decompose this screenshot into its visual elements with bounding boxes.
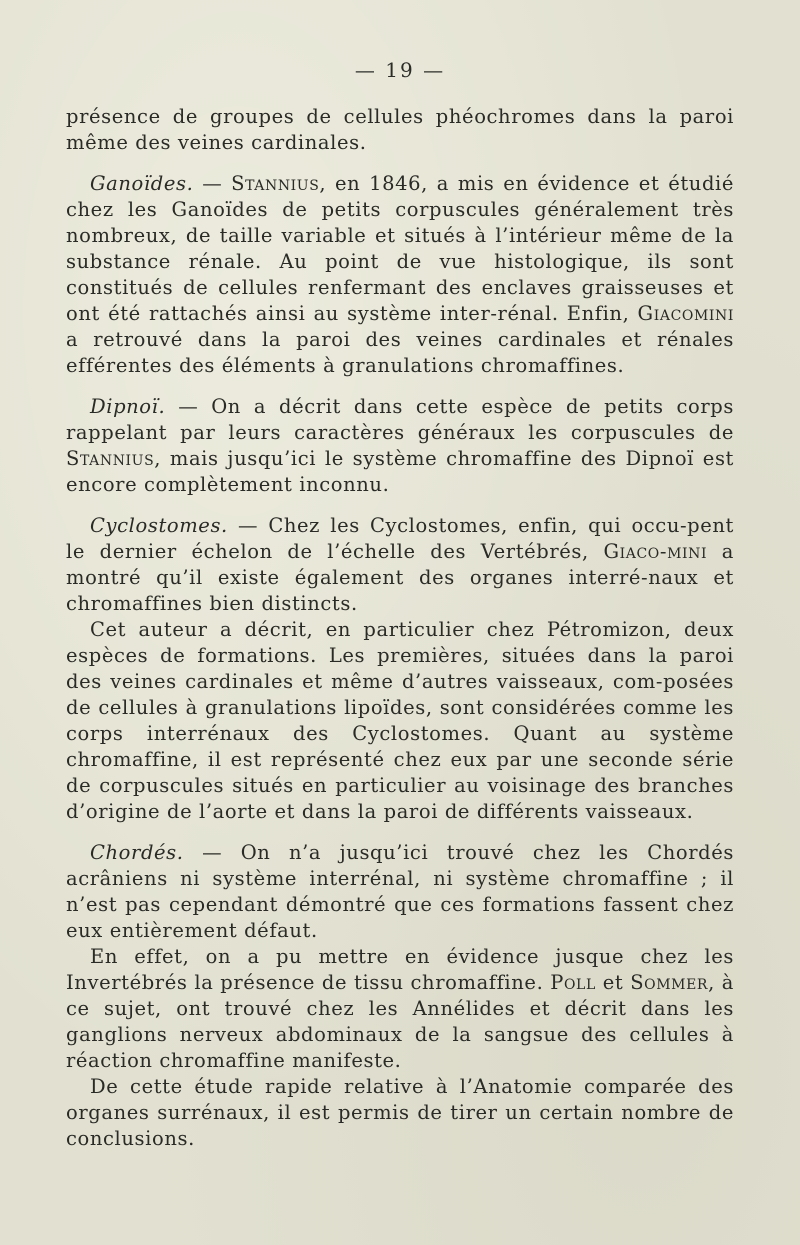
author-name: Sommer xyxy=(630,971,709,994)
paragraph-continuation: présence de groupes de cellules phéochromes dans la paroi même des veines cardinales. xyxy=(66,105,734,154)
paragraph-chordes: Chordés. — On n’a jusqu’ici trouvé chez les Chordés acrâniens ni système interrénal, ni système chromaffine ; il n’est pas cependant démontré que ces formations fassent chez eux entièrement défaut. xyxy=(66,841,734,942)
section-lead: Cyclostomes. xyxy=(90,514,228,537)
author-name: Stannius xyxy=(231,172,320,195)
author-name: Giacomini xyxy=(637,302,734,325)
paragraph-dipnoi: Dipnoï. — On a décrit dans cette espèce de petits corps rappelant par leurs caractères généraux les corpuscules de Stannius, mais jusqu’ici le système chromaffine des Dipnoï est encore complètement inconnu. xyxy=(66,395,734,496)
body-text xyxy=(66,104,734,1152)
section-lead: Chordés. xyxy=(90,841,184,864)
paragraph-petromizon: Cet auteur a décrit, en particulier chez Pétromizon, deux espèces de formations. Les premières, situées dans la paroi des veines cardinales et même d’autres vaisseaux, com-posées de cellules à granulations lipoïdes, sont considérées comme les corps interrénaux des Cyclostomes. Quant au système chromaffine, il est représenté chez eux par une seconde série de corpuscules situés en particulier au voisinage des branches d’origine de l’aorte et dans la paroi de différents vaisseaux. xyxy=(66,618,734,823)
author-name: Stannius xyxy=(66,447,155,470)
page-number: — 19 — xyxy=(354,58,446,82)
author-name: Poll xyxy=(550,971,596,994)
section-lead: Ganoïdes. xyxy=(90,172,194,195)
paragraph-cyclostomes: Cyclostomes. — Chez les Cyclostomes, enfin, qui occu-pent le dernier échelon de l’échelle des Vertébrés, Giaco-mini a montré qu’il existe également des organes interré-naux et chromaffines bien distincts. xyxy=(66,514,734,615)
section-lead: Dipnoï. xyxy=(90,395,166,418)
author-name: Giaco-mini xyxy=(603,540,708,563)
paragraph-ganoides: Ganoïdes. — Stannius, en 1846, a mis en évidence et étudié chez les Ganoïdes de petits corpuscules généralement très nombreux, de taille variable et situés à l’intérieur même de la substance rénale. Au point de vue histologique, ils sont constitués de cellules renfermant des enclaves graisseuses et ont été rattachés ainsi au système inter-rénal. Enfin, Giacomini a retrouvé dans la paroi des veines cardinales et rénales efférentes des éléments à granulations chromaffines. xyxy=(66,172,735,377)
paragraph-invertebres: En effet, on a pu mettre en évidence jusque chez les Invertébrés la présence de tissu chromaffine. Poll et Sommer, à ce sujet, ont trouvé chez les Annélides et décrit dans les ganglions nerveux abdominaux de la sangsue des cellules à réaction chromaffine manifeste. xyxy=(66,945,734,1072)
paragraph-conclusions: De cette étude rapide relative à l’Anatomie comparée des organes surrénaux, il est permis de tirer un certain nombre de conclusions. xyxy=(66,1075,734,1150)
